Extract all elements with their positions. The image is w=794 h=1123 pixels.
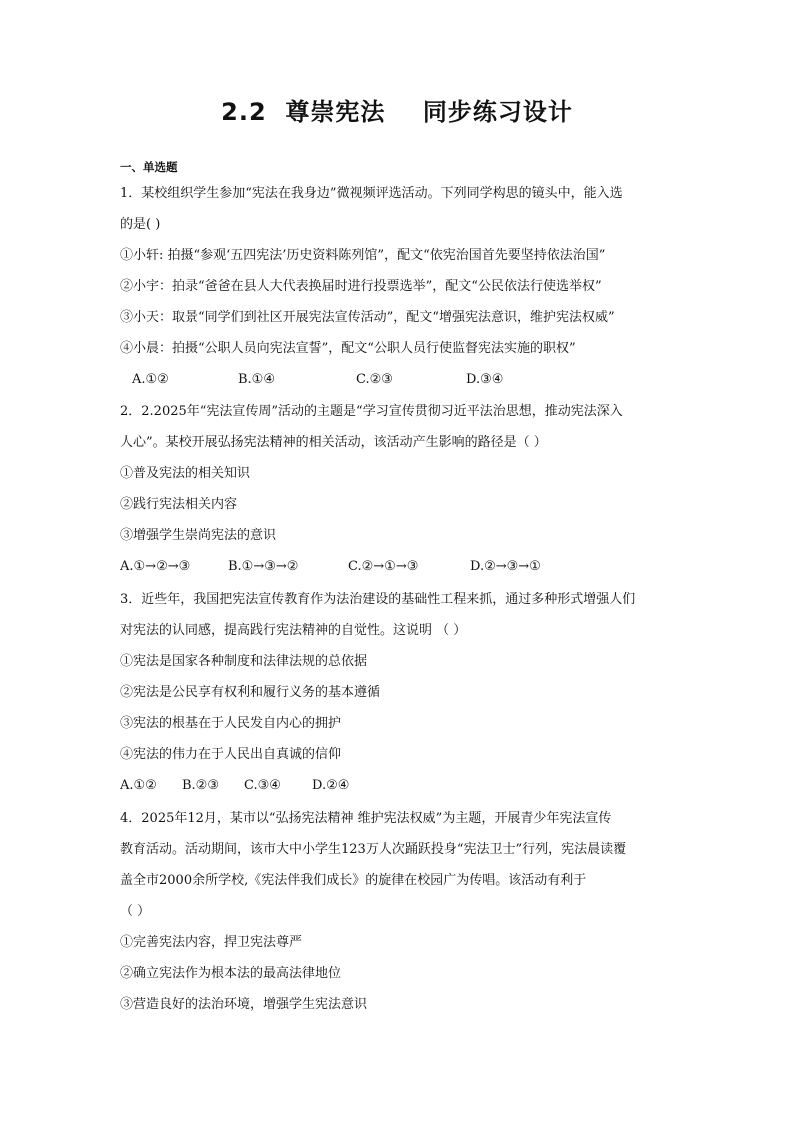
q3-option-d[interactable]: D.②④: [312, 778, 350, 793]
q1-option-c[interactable]: C.②③: [356, 372, 393, 387]
q1-option-a[interactable]: A.①②: [132, 372, 169, 387]
q3-option-a[interactable]: A.①②: [120, 778, 157, 793]
q4-stem-line-2: 教育活动。活动期间，该市大中小学生123万人次踊跃投身“宪法卫士”行列，宪法晨读覆: [120, 842, 627, 857]
q3-item-1: ①宪法是国家各种制度和法律法规的总依据: [120, 654, 368, 669]
q3-option-c[interactable]: C.③④: [244, 778, 281, 793]
q4-stem-line-3: 盖全市2000余所学校,《宪法伴我们成长》的旋律在校园广为传唱。该活动有利于: [120, 873, 587, 888]
q2-item-3: ③增强学生崇尚宪法的意识: [120, 528, 277, 543]
q3-option-b[interactable]: B.②③: [182, 778, 219, 793]
q2-option-c[interactable]: C.②→①→③: [348, 559, 419, 574]
q1-item-4: ④小晨：拍摄“公职人员向宪法宣誓”，配文“公职人员行使监督宪法实施的职权”: [120, 341, 576, 356]
q3-item-4: ④宪法的伟力在于人民出自真诚的信仰: [120, 747, 342, 762]
q2-option-b[interactable]: B.①→③→②: [228, 559, 299, 574]
q4-item-3: ③营造良好的法治环境，增强学生宪法意识: [120, 997, 368, 1012]
q2-stem-line-2: 人心”。某校开展弘扬宪法精神的相关活动，该活动产生影响的路径是（ ）: [120, 435, 547, 450]
q2-option-d[interactable]: D.②→③→①: [470, 559, 541, 574]
q1-item-2: ②小宇：拍录“爸爸在县人大代表换届时进行投票选举”，配文“公民依法行使选举权”: [120, 279, 602, 294]
q3-stem-line-2: 对宪法的认同感，提高践行宪法精神的自觉性。这说明 （ ）: [120, 623, 467, 638]
q1-option-d[interactable]: D.③④: [466, 372, 504, 387]
q3-item-3: ③宪法的根基在于人民发自内心的拥护: [120, 716, 342, 731]
q1-stem-line-1: 1．某校组织学生参加“宪法在我身边”微视频评选活动。下列同学构思的镜头中，能入选: [120, 186, 623, 201]
page-title: 2.2 尊崇宪法 同步练习设计: [221, 98, 573, 126]
q3-stem-line-1: 3．近些年，我国把宪法宣传教育作为法治建设的基础性工程来抓，通过多种形式增强人们: [120, 592, 636, 607]
q2-option-a[interactable]: A.①→②→③: [120, 559, 191, 574]
q4-stem-line-1: 4．2025年12月，某市以“弘扬宪法精神 维护宪法权威”为主题，开展青少年宪法宣传: [120, 811, 612, 826]
q1-item-1: ①小轩: 拍摄“参观‘五四宪法’历史资料陈列馆”，配文“依宪治国首先要坚持依法治国”: [120, 248, 606, 263]
q2-item-1: ①普及宪法的相关知识: [120, 466, 251, 481]
q1-stem-line-2: 的是( ): [120, 217, 161, 232]
q1-option-b[interactable]: B.①④: [238, 372, 275, 387]
q2-stem-line-1: 2．2.2025年“宪法宣传周”活动的主题是“学习宣传贯彻习近平法治思想，推动宪法深入: [120, 404, 623, 419]
q2-item-2: ②践行宪法相关内容: [120, 497, 238, 512]
q1-item-3: ③小天：取景“同学们到社区开展宪法宣传活动”，配文“增强宪法意识，维护宪法权威”: [120, 310, 615, 325]
q4-item-2: ②确立宪法作为根本法的最高法律地位: [120, 966, 342, 981]
q4-item-1: ①完善宪法内容，捍卫宪法尊严: [120, 935, 303, 950]
q3-item-2: ②宪法是公民享有权利和履行义务的基本遵循: [120, 685, 381, 700]
section-heading: 一、单选题: [120, 160, 178, 174]
q4-stem-line-4: （ ）: [120, 904, 151, 919]
